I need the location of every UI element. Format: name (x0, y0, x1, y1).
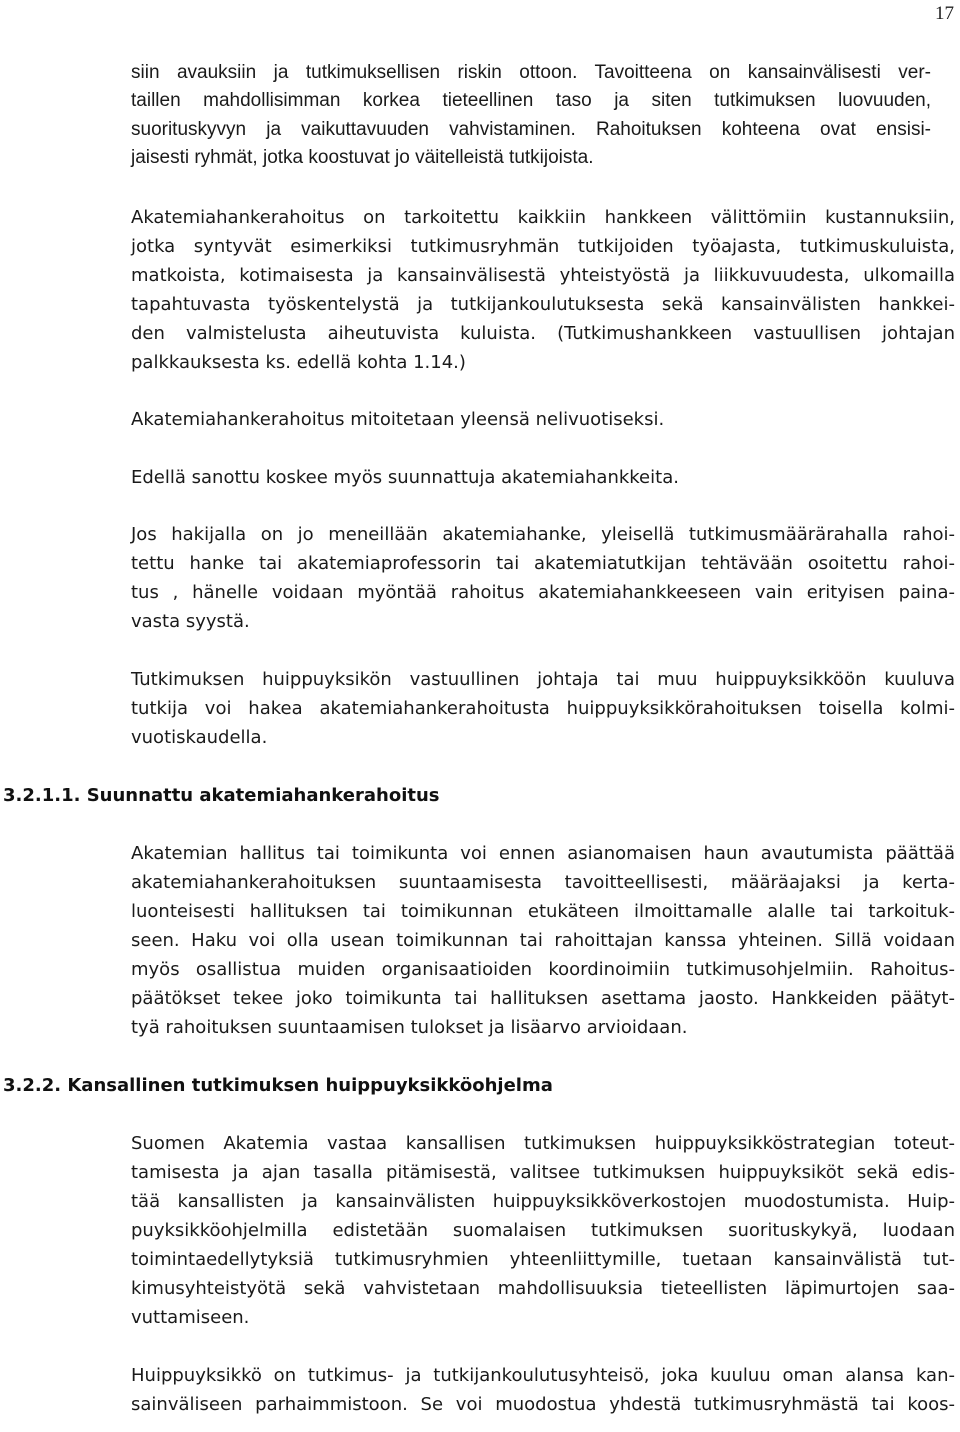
text-line: siin avauksiin ja tutkimuksellisen riskin ottoon. Tavoitteena on kansainvälisesti ver- (131, 62, 931, 83)
section-heading: 3.2.1.1. Suunnattu akatemiahankerahoitus (3, 785, 440, 806)
text-line: den valmistelusta aiheutuvista kuluista. (Tutkimushankkeen vastuullisen johtajan (131, 323, 955, 344)
section-heading: 3.2.2. Kansallinen tutkimuksen huippuyksikköohjelma (3, 1075, 553, 1096)
text-line: puyksikköohjelmilla edistetään suomalaisen tutkimuksen suorituskykyä, luodaan (131, 1220, 955, 1241)
text-line: Huippuyksikkö on tutkimus- ja tutkijankoulutusyhteisö, joka kuuluu oman alansa kan- (131, 1365, 955, 1386)
text-line: vasta syystä. (131, 611, 250, 632)
text-line: suorituskyvyn ja vaikuttavuuden vahvistaminen. Rahoituksen kohteena ovat ensisi- (131, 119, 931, 140)
text-line: tus , hänelle voidaan myöntää rahoitus akatemiahankkeeseen vain erityisen paina- (131, 582, 955, 603)
text-line: Jos hakijalla on jo meneillään akatemiahanke, yleisellä tutkimusmäärärahalla rahoi- (131, 524, 955, 545)
text-line: Akatemiahankerahoitus on tarkoitettu kaikkiin hankkeen välittömiin kustannuksiin, (131, 207, 955, 228)
text-line: jotka syntyvät esimerkiksi tutkimusryhmän tutkijoiden työajasta, tutkimuskuluista, (131, 236, 955, 257)
text-line: tettu hanke tai akatemiaprofessorin tai akatemiatutkijan tehtävään osoitettu rahoi- (131, 553, 955, 574)
text-line: sainväliseen parhaimmistoon. Se voi muodostua yhdestä tutkimusryhmästä tai koos- (131, 1394, 955, 1415)
text-line: vuotiskaudella. (131, 727, 268, 748)
text-line: luonteisesti hallituksen tai toimikunnan etukäteen ilmoittamalle alalle tai tarkoituk- (131, 901, 955, 922)
text-line: taillen mahdollisimman korkea tieteellinen taso ja siten tutkimuksen luovuuden, (131, 90, 931, 111)
text-line: matkoista, kotimaisesta ja kansainvälisestä yhteistyöstä ja liikkuvuudesta, ulkomailla (131, 265, 955, 286)
page-number: 17 (935, 3, 954, 24)
text-line: akatemiahankerahoituksen suuntaamisesta tavoitteellisesti, määräajaksi ja kerta- (131, 872, 955, 893)
text-line: Edellä sanottu koskee myös suunnattuja akatemiahankkeita. (131, 467, 679, 488)
text-line: jaisesti ryhmät, jotka koostuvat jo väitelleistä tutkijoista. (131, 147, 594, 168)
text-line: tutkija voi hakea akatemiahankerahoitusta huippuyksikkörahoituksen toisella kolmi- (131, 698, 955, 719)
text-line: palkkauksesta ks. edellä kohta 1.14.) (131, 352, 466, 373)
text-line: tapahtuvasta työskentelystä ja tutkijankoulutuksesta sekä kansainvälisten hankkei- (131, 294, 955, 315)
text-line: tää kansallisten ja kansainvälisten huippuyksikköverkostojen muodostumista. Huip- (131, 1191, 955, 1212)
text-line: Akatemian hallitus tai toimikunta voi ennen asianomaisen haun avautumista päättää (131, 843, 955, 864)
text-line: Suomen Akatemia vastaa kansallisen tutkimuksen huippuyksikköstrategian toteut- (131, 1133, 955, 1154)
text-line: Akatemiahankerahoitus mitoitetaan yleensä nelivuotiseksi. (131, 409, 665, 430)
text-line: myös osallistua muiden organisaatioiden koordinoimiin tutkimusohjelmiin. Rahoitus- (131, 959, 955, 980)
text-line: kimusyhteistyötä sekä vahvistetaan mahdollisuuksia tieteellisten läpimurtojen saa- (131, 1278, 955, 1299)
text-line: toimintaedellytyksiä tutkimusryhmien yhteenliittymille, tuetaan kansainvälistä tut- (131, 1249, 955, 1270)
text-line: Tutkimuksen huippuyksikön vastuullinen johtaja tai muu huippuyksikköön kuuluva (131, 669, 955, 690)
text-line: seen. Haku voi olla usean toimikunnan tai rahoittajan kanssa yhteinen. Sillä voidaan (131, 930, 955, 951)
text-line: tyä rahoituksen suuntaamisen tulokset ja lisäarvo arvioidaan. (131, 1017, 688, 1038)
text-line: tamisesta ja ajan tasalla pitämisestä, valitsee tutkimuksen huippuyksiköt sekä edis- (131, 1162, 955, 1183)
text-line: vuttamiseen. (131, 1307, 250, 1328)
text-line: päätökset tekee joko toimikunta tai hallituksen asettama jaosto. Hankkeiden päätyt- (131, 988, 955, 1009)
